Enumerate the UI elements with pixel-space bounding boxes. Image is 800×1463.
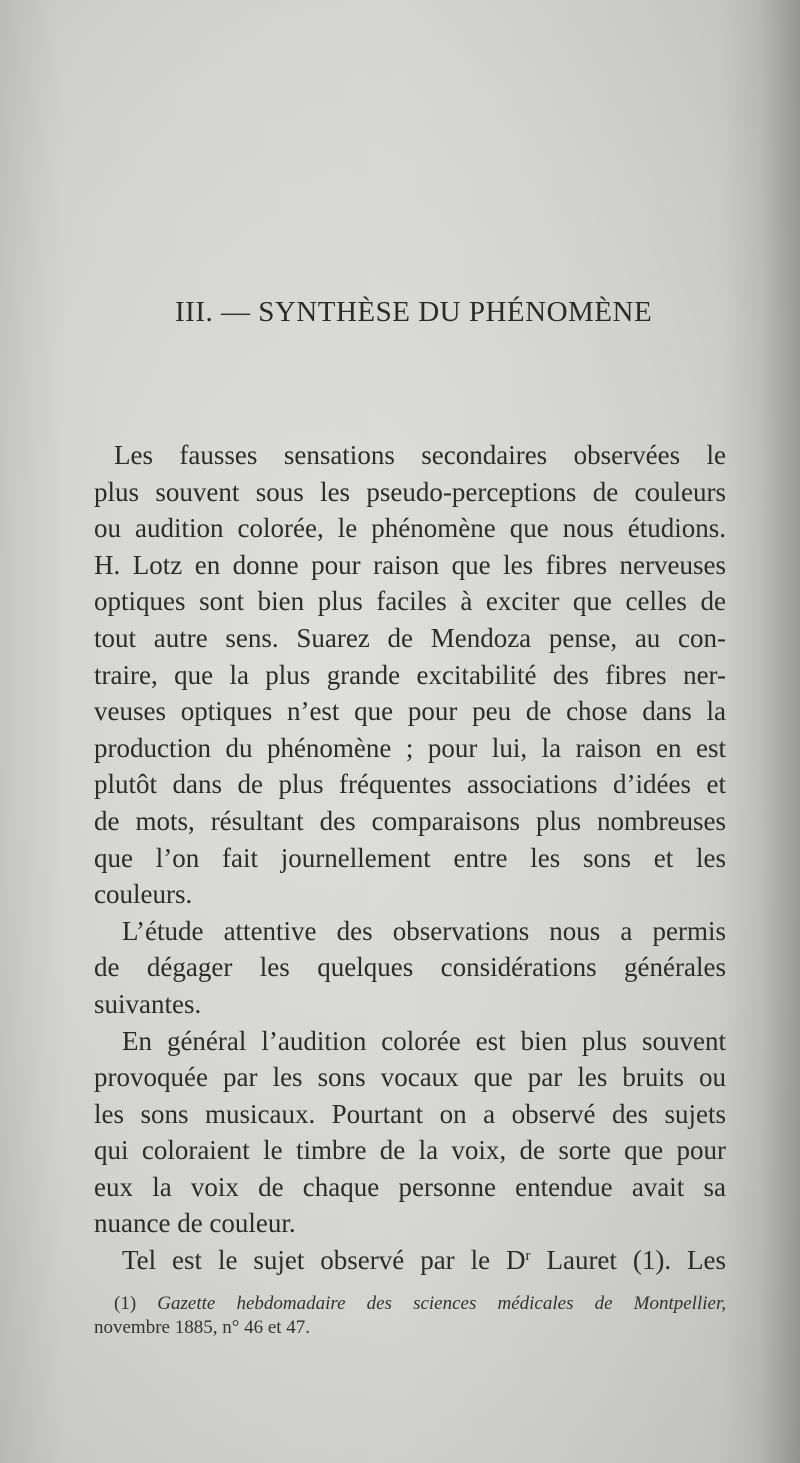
footnote [94,1292,726,1340]
text-line: L’étude attentive des observations nous a permis [122,915,726,946]
text-line: tout autre sens. Suarez de Mendoza pense, au con- [94,622,726,653]
text-line: que l’on fait journellement entre les sons et les [94,842,726,873]
text-line: Les fausses sensations secondaires observées le [114,440,726,470]
text-line: provoquée par les sons vocaux que par les bruits ou [94,1062,726,1093]
text-line: nuance de couleur. [94,1208,296,1239]
body-text [94,437,726,1279]
text-segment: Tel est le sujet observé par le D [122,1245,526,1276]
text-line: ou audition colorée, le phénomène que nous étudions. [94,513,726,544]
text-line: H. Lotz en donne pour raison que les fibres nerveuses [94,549,726,580]
page-edge-shadow [760,0,800,1463]
footnote-line [94,1292,726,1316]
text-line: suivantes. [94,988,202,1019]
footnote-marker: (1) [114,1293,137,1314]
text-line: de dégager les quelques considérations générales [94,952,726,983]
text-line: eux la voix de chaque personne entendue avait sa [94,1171,726,1202]
text-line: les sons musicaux. Pourtant on a observé des sujets [94,1098,726,1129]
text-line: qui coloraient le timbre de la voix, de sorte que pour [94,1135,726,1166]
text-line: plutôt dans de plus fréquentes associations d’idées et [94,769,726,800]
text-line: En général l’audition colorée est bien plus souvent [122,1025,726,1056]
text-segment: Lauret (1). Les [530,1245,726,1276]
text-line-with-footnote-ref [94,1242,726,1279]
text-line: veuses optiques n’est que pour peu de chose dans la [94,696,726,727]
text-line: couleurs. [94,879,193,910]
text-line: production du phénomène ; pour lui, la raison en est [94,732,726,763]
footnote-source-title: Gazette hebdomadaire des sciences médicales de Montpellier, [157,1293,726,1314]
section-heading: III. — SYNTHÈSE DU PHÉNOMÈNE [175,296,653,328]
text-line: traire, que la plus grande excitabilité des fibres ner- [94,659,726,690]
text-line: plus souvent sous les pseudo-perceptions de couleurs [94,476,726,507]
text-line: de mots, résultant des comparaisons plus nombreuses [94,805,726,836]
footnote-line: novembre 1885, n° 46 et 47. [94,1317,311,1338]
text-line: optiques sont bien plus faciles à exciter que celles de [94,586,726,617]
superscript: r [525,1248,531,1265]
